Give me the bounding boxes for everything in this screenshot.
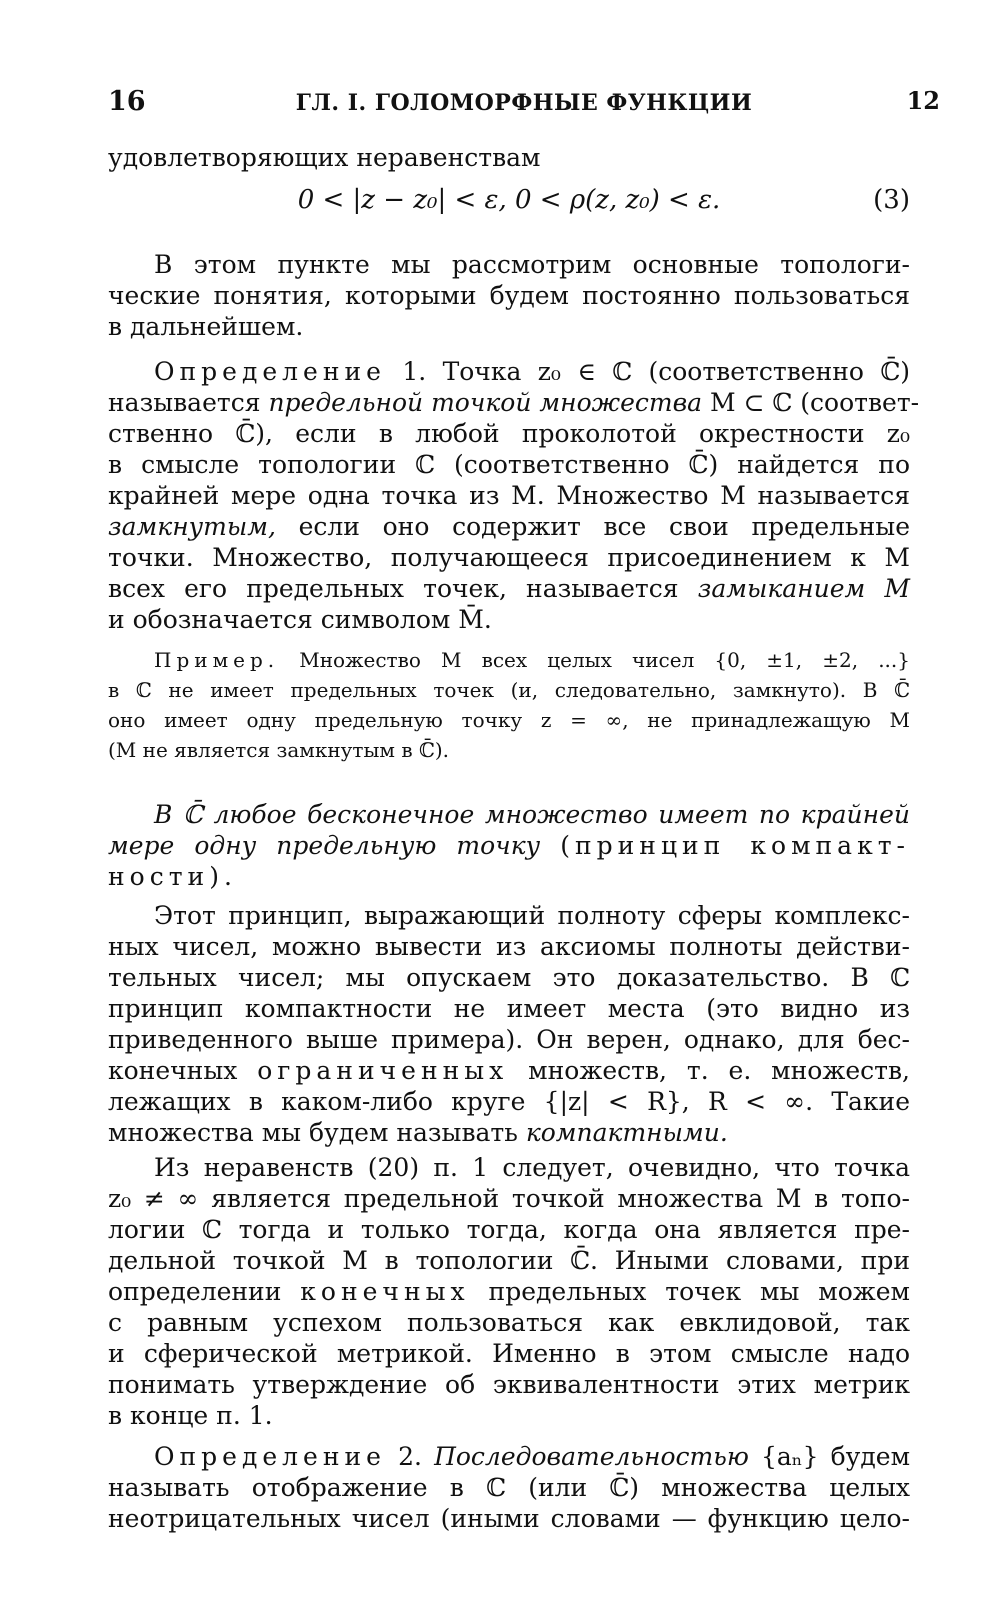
text-line: неотрицательных чисел (иными словами — функцию цело- <box>108 1504 910 1533</box>
text-line: множества мы будем называть компактными. <box>108 1118 728 1147</box>
text-line: Пример. Множество M всех целых чисел {0, ±1, ±2, ...} <box>154 648 910 672</box>
text-line: в ℂ не имеет предельных точек (и, следовательно, замкнуто). В ℂ̄ <box>108 678 910 702</box>
text-line: В этом пункте мы рассмотрим основные топологи- <box>154 250 910 279</box>
example-label: Пример. <box>154 648 280 672</box>
paragraph-equivalence <box>108 1152 910 1431</box>
compactness-principle <box>108 799 910 892</box>
defined-term: замыканием M <box>697 574 910 603</box>
definition-2 <box>108 1441 910 1534</box>
definition-1 <box>108 356 920 635</box>
text-line: удовлетворяющих неравенствам <box>108 143 541 172</box>
text-line: называется предельной точкой множества M ⊂ ℂ (соответ- <box>108 388 920 417</box>
section-number: 12 <box>906 86 940 115</box>
display-formula <box>108 173 910 235</box>
text-line: в конце п. 1. <box>108 1401 273 1430</box>
text-line: Определение 2. Последовательностью {aₙ} будем <box>154 1442 911 1471</box>
equation-number: (3) <box>873 185 910 215</box>
text-line: ческие понятия, которыми будем постоянно пользоваться <box>108 281 910 310</box>
text-line: называть отображение в ℂ (или ℂ̄) множества целых <box>108 1473 910 1502</box>
text-line: ных чисел, можно вывести из аксиомы полноты действи- <box>108 932 910 961</box>
text-line: оно имеет одну предельную точку z = ∞, не принадлежащую M <box>108 708 910 732</box>
text-line: конечных ограниченных множеств, т. е. множеств, <box>108 1056 910 1085</box>
page-body <box>108 142 920 1534</box>
text-line: принцип компактности не имеет места (это видно из <box>108 994 910 1023</box>
text-line: крайней мере одна точка из M. Множество M называется <box>108 481 910 510</box>
page-number: 16 <box>108 86 146 117</box>
text-line: и обозначается символом M̄. <box>108 605 492 634</box>
paragraph-intro <box>108 249 910 342</box>
formula: 0 < |z − z₀| < ε, 0 < ρ(z, z₀) < ε. <box>297 185 721 215</box>
text-line: понимать утверждение об эквивалентности этих метрик <box>108 1370 910 1399</box>
defined-term: предельной точкой множества <box>268 388 703 417</box>
text-line: В ℂ̄ любое бесконечное множество имеет по крайней <box>154 800 910 829</box>
text-line: ственно ℂ̄), если в любой проколотой окрестности z₀ <box>108 419 910 448</box>
text-line: тельных чисел; мы опускаем это доказательство. В ℂ <box>108 963 910 992</box>
text-line: лежащих в каком-либо круге {|z| < R}, R < ∞. Такие <box>108 1087 910 1116</box>
text-line: определении конечных предельных точек мы можем <box>108 1277 910 1306</box>
definition-label: Определение <box>154 357 386 386</box>
text-line: мере одну предельную точку (принцип компакт- <box>108 831 910 860</box>
text-line: и сферической метрикой. Именно в этом смысле надо <box>108 1339 910 1368</box>
text-line: ности). <box>108 862 237 891</box>
running-header <box>108 86 940 126</box>
defined-term: Последовательностью <box>434 1442 749 1471</box>
definition-label: Определение <box>154 1442 386 1471</box>
text-line: с равным успехом пользоваться как евклидовой, так <box>108 1308 910 1337</box>
text-line: всех его предельных точек, называется замыканием M <box>108 574 910 603</box>
text-line: (M не является замкнутым в ℂ̄). <box>108 738 450 762</box>
text-line: дельной точкой M в топологии ℂ̄. Иными словами, при <box>108 1246 910 1275</box>
text-line: замкнутым, если оно содержит все свои предельные <box>108 512 911 541</box>
defined-term: компактными. <box>525 1118 728 1147</box>
defined-term: замкнутым, <box>108 512 276 541</box>
text-line: логии ℂ тогда и только тогда, когда она является пре- <box>108 1215 910 1244</box>
text-line: в смысле топологии ℂ (соответственно ℂ̄) найдется по <box>108 450 910 479</box>
text-line: точки. Множество, получающееся присоединением к M <box>108 543 910 572</box>
example-block <box>108 645 910 765</box>
text-line: Из неравенств (20) п. 1 следует, очевидно, что точка <box>154 1153 910 1182</box>
text-line: в дальнейшем. <box>108 312 304 341</box>
text-line: Определение 1. Точка z₀ ∈ ℂ (соответственно ℂ̄) <box>154 357 910 386</box>
text-line: приведенного выше примера). Он верен, однако, для бес- <box>108 1025 910 1054</box>
chapter-title: ГЛ. I. ГОЛОМОРФНЫЕ ФУНКЦИИ <box>295 90 753 116</box>
text-line: Этот принцип, выражающий полноту сферы комплекс- <box>154 901 910 930</box>
text-line: z₀ ≠ ∞ является предельной точкой множества M в топо- <box>108 1184 910 1213</box>
paragraph-principle-discussion <box>108 900 910 1148</box>
